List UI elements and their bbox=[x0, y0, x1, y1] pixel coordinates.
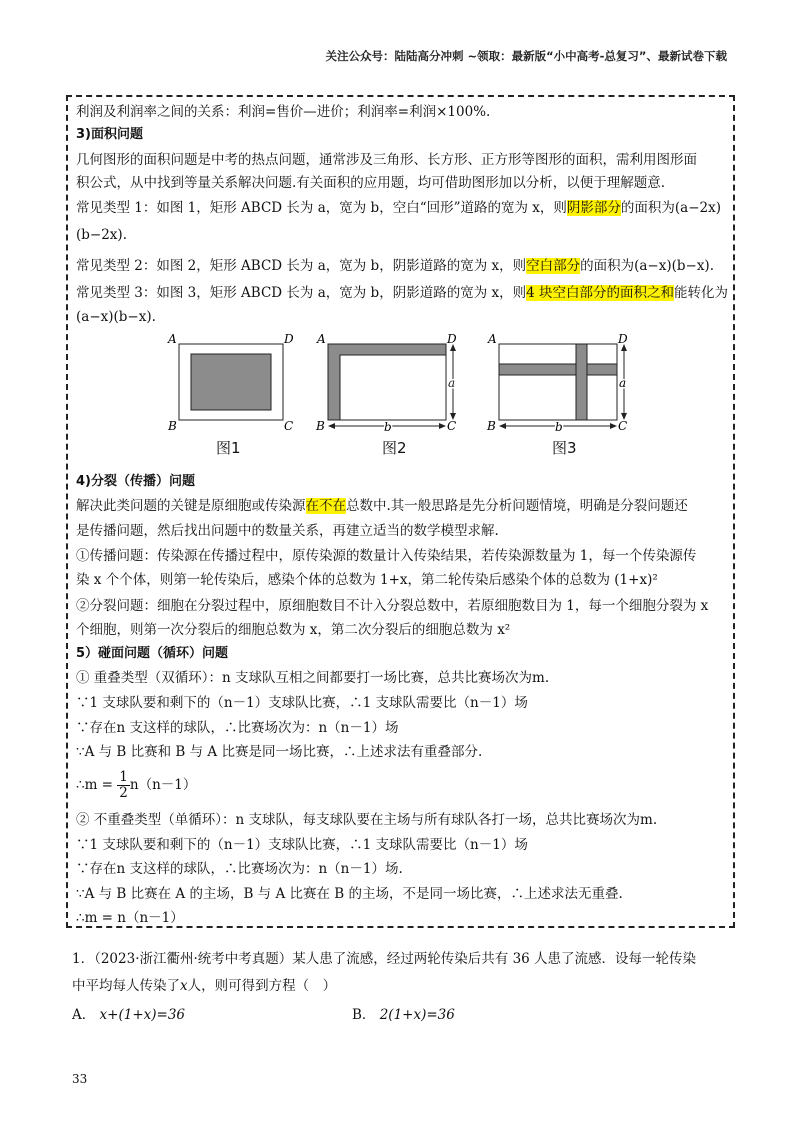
shaded-vertical-road bbox=[576, 344, 587, 420]
text-line bbox=[76, 257, 714, 275]
text-line: 个细胞，则第一次分裂后的细胞总数为 x，第二次分裂后的细胞总数为 x² bbox=[76, 622, 511, 638]
highlight: 空白部分 bbox=[526, 258, 581, 274]
label-C: C bbox=[284, 419, 294, 433]
text-line: ∵1 支球队要和剩下的（n－1）支球队比赛，∴1 支球队需要比（n－1）场 bbox=[76, 695, 528, 711]
shaded-rectangle bbox=[191, 354, 271, 410]
dim-label-b: b bbox=[384, 420, 392, 434]
text-span: n（n－1） bbox=[129, 777, 197, 793]
text-line: ∵1 支球队要和剩下的（n－1）支球队比赛，∴1 支球队需要比（n－1）场 bbox=[76, 837, 528, 853]
question-text bbox=[72, 977, 336, 995]
text-line bbox=[76, 199, 721, 217]
page-header: 关注公众号：陆陆高分冲刺 ~领取：最新版“小中高考-总复习”、最新试卷下载 bbox=[325, 49, 727, 63]
text-span: 常见类型 2：如图 2，矩形 ABCD 长为 a，宽为 b，阴影道路的宽为 x，则 bbox=[76, 258, 527, 274]
text-span: 常见类型 1：如图 1，矩形 ABCD 长为 a，宽为 b，空白“回形”道路的宽为 x，则 bbox=[76, 200, 567, 216]
option-formula: x+(1+x)=36 bbox=[99, 1007, 186, 1023]
text-line bbox=[76, 497, 688, 515]
denominator: 2 bbox=[119, 785, 128, 801]
text-line: ∵A 与 B 比赛在 A 的主场，B 与 A 比赛在 B 的主场，不是同一场比赛，∴上述求法无重叠. bbox=[76, 886, 623, 902]
dim-label-a: a bbox=[619, 376, 627, 390]
option-label: B． bbox=[352, 1007, 376, 1023]
option-a[interactable] bbox=[72, 1006, 185, 1024]
formula-line bbox=[76, 769, 196, 801]
label-B: B bbox=[316, 419, 325, 433]
text-line: ∵存在n 支这样的球队，∴比赛场次为：n（n－1）场 bbox=[76, 720, 399, 736]
label-D: D bbox=[447, 332, 457, 346]
label-A: A bbox=[488, 332, 497, 346]
text-line: (a−x)(b−x). bbox=[76, 309, 156, 325]
text-line: ∵存在n 支这样的球队，∴比赛场次为：n（n－1）场. bbox=[76, 861, 403, 877]
figure-2-caption: 图2 bbox=[382, 439, 407, 457]
dim-label-b: b bbox=[555, 420, 563, 434]
label-C: C bbox=[618, 419, 628, 433]
text-line: 染 x 个个体，则第一轮传染后，感染个体的总数为 1+x，第二轮传染后感染个体的总数为 (1+x)² bbox=[76, 572, 658, 588]
section-heading-division: 4)分裂（传播）问题 bbox=[76, 474, 195, 489]
option-formula: 2(1+x)=36 bbox=[379, 1007, 455, 1023]
shaded-horizontal-road bbox=[499, 364, 617, 375]
outer-rectangle bbox=[499, 344, 617, 420]
text-span: 中平均每人传染了 bbox=[72, 978, 180, 994]
text-line: ∵A 与 B 比赛和 B 与 A 比赛是同一场比赛，∴上述求法有重叠部分. bbox=[76, 744, 483, 760]
text-span: 解决此类问题的关键是原细胞或传染源 bbox=[76, 498, 306, 514]
text-line: (b−2x). bbox=[76, 227, 127, 243]
page-number: 33 bbox=[72, 1072, 88, 1086]
text-line bbox=[76, 284, 728, 302]
text-line: 利润及利润率之间的关系：利润=售价—进价；利润率=利润×100%. bbox=[76, 104, 491, 120]
highlight: 4 块空白部分的面积之和 bbox=[526, 285, 674, 301]
text-line: ∴m = n（n－1） bbox=[76, 910, 184, 926]
figure-1-caption: 图1 bbox=[216, 439, 241, 457]
figure-3 bbox=[485, 330, 640, 435]
text-line: ② 不重叠类型（单循环）：n 支球队，每支球队要在主场与所有球队各打一场，总共比赛场次为m. bbox=[76, 812, 658, 828]
question-text: 1．（2023·浙江衢州·统考中考真题）某人患了流感，经过两轮传染后共有 36 人患了流感．设每一轮传染 bbox=[72, 951, 697, 967]
label-A: A bbox=[168, 332, 177, 346]
figure-1 bbox=[165, 330, 300, 435]
highlight: 在不在 bbox=[305, 498, 346, 514]
text-span: 常见类型 3：如图 3，矩形 ABCD 长为 a，宽为 b，阴影道路的宽为 x，则 bbox=[76, 285, 527, 301]
text-span: 的面积为(a−x)(b−x). bbox=[580, 258, 714, 274]
label-A: A bbox=[317, 332, 326, 346]
label-D: D bbox=[284, 332, 294, 346]
text-span: ∴m = bbox=[76, 777, 113, 793]
section-heading-meeting: 5）碰面问题（循环）问题 bbox=[76, 646, 229, 661]
text-line: ②分裂问题：细胞在分裂过程中，原细胞数目不计入分裂总数中，若原细胞数目为 1，每一个细胞分裂为 x bbox=[76, 598, 709, 614]
section-heading-area: 3)面积问题 bbox=[76, 127, 143, 142]
text-line: 几何图形的面积问题是中考的热点问题，通常涉及三角形、长方形、正方形等图形的面积，需利用图形面 bbox=[76, 152, 697, 168]
label-B: B bbox=[168, 419, 177, 433]
text-span: 人，则可得到方程（ ） bbox=[187, 978, 337, 994]
text-line: ①传播问题：传染源在传播过程中，原传染源的数量计入传染结果，若传染源数量为 1，每一个传染源传 bbox=[76, 548, 697, 564]
label-D: D bbox=[618, 332, 628, 346]
text-line: ① 重叠类型（双循环）：n 支球队互相之间都要打一场比赛，总共比赛场次为m. bbox=[76, 670, 550, 686]
text-line: 是传播问题，然后找出问题中的数量关系，再建立适当的数学模型求解. bbox=[76, 523, 499, 539]
variable: x bbox=[180, 978, 188, 994]
figure-2 bbox=[314, 330, 469, 435]
option-b[interactable] bbox=[352, 1006, 455, 1024]
label-B: B bbox=[487, 419, 496, 433]
dim-label-a: a bbox=[448, 376, 456, 390]
option-label: A． bbox=[72, 1007, 96, 1023]
text-span: 总数中.其一般思路是先分析问题情境，明确是分裂问题还 bbox=[346, 498, 688, 514]
text-span: 能转化为 bbox=[673, 285, 728, 301]
figure-3-caption: 图3 bbox=[552, 439, 577, 457]
numerator: 1 bbox=[119, 769, 128, 785]
fraction bbox=[117, 770, 130, 801]
highlight: 阴影部分 bbox=[566, 200, 621, 216]
text-span: 的面积为(a−2x) bbox=[620, 200, 722, 216]
label-C: C bbox=[447, 419, 457, 433]
text-line: 积公式，从中找到等量关系解决问题.有关面积的应用题，均可借助图形加以分析，以便于理解题意. bbox=[76, 175, 666, 191]
